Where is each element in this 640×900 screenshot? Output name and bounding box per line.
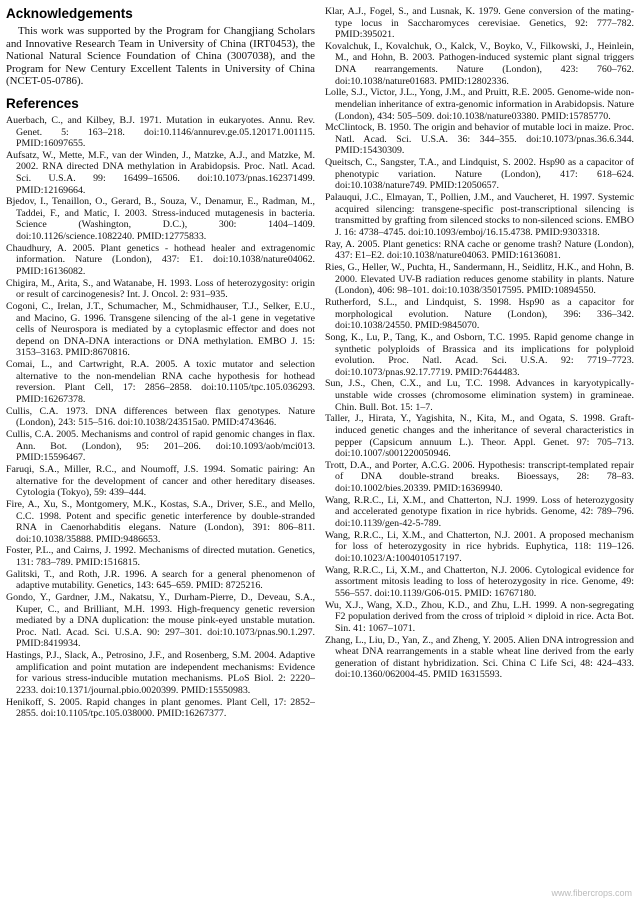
reference-entry: Lolle, S.J., Victor, J.L., Yong, J.M., and Pruitt, R.E. 2005. Genome-wide non-mendelian inheritance of extra-genomic information in Arabidopsis. Nature (London), 434: 505–509. doi:10.1038/nature03380. PMID:15785770. [325, 87, 634, 122]
right-column [325, 6, 634, 900]
reference-entry: Zhang, L., Liu, D., Yan, Z., and Zheng, Y. 2005. Alien DNA introgression and wheat DNA rearrangements in a stable wheat line derived from the early generation of distant hybridization. Sci. China C Life Sci, 48: 424–433. doi:10.1360/062004-45. PMID 16315593. [325, 634, 634, 681]
reference-entry: Galitski, T., and Roth, J.R. 1996. A search for a general phenomenon of adaptive mutability. Genetics, 143: 645–659. PMID: 8725216. [6, 568, 315, 592]
reference-entry: Song, K., Lu, P., Tang, K., and Osborn, T.C. 1995. Rapid genome change in synthetic polyploids of Brassica and its implications for polyploid evolution. Proc. Natl. Acad. Sci. U.S.A. 92: 7719–7723. doi:10.1073/pnas.92.17.7719. PMID:7644483. [325, 331, 634, 378]
reference-entry: Wang, R.R.C., Li, X.M., and Chatterton, N.J. 2006. Cytological evidence for assortment mitosis leading to loss of heterozygosity in rice. Genome, 49: 556–557. doi:10.1139/G06-015. PMID: 16767180. [325, 564, 634, 599]
reference-entry: Wang, R.R.C., Li, X.M., and Chatterton, N.J. 2001. A proposed mechanism for loss of heterozygosity in rice hybrids. Euphytica, 118: 119–126. doi:10.1023/A:1004010517197. [325, 529, 634, 564]
reference-entry: Henikoff, S. 2005. Rapid changes in plant genomes. Plant Cell, 17: 2852–2855. doi:10.1105/tpc.105.038000. PMID:16267377. [6, 696, 315, 720]
reference-entry: Rutherford, S.L., and Lindquist, S. 1998. Hsp90 as a capacitor for morphological evolution. Nature (London), 396: 336–342. doi:10.1038/24550. PMID:9845070. [325, 297, 634, 332]
acknowledgements-text: This work was supported by the Program for Changjiang Scholars and Innovative Research Team in University of China (IRT0453), the National Natural Science Foundation of China (3007038), and the Program for New Century Excellent Talents in University of China (NCET-05-0786). [6, 25, 315, 88]
reference-entry: Foster, P.L., and Cairns, J. 1992. Mechanisms of directed mutation. Genetics, 131: 783–789. PMID:1516815. [6, 545, 315, 569]
reference-entry: Sun, J.S., Chen, C.X., and Lu, T.C. 1998. Advances in karyotypically-unstable wide crosses (chromosome elimination system) in gramineae. Chin. Bull. Bot. 15: 1–7. [325, 378, 634, 413]
reference-entry: Chaudhury, A. 2005. Plant genetics - hothead healer and extragenomic information. Nature (London), 437: E1. doi:10.1038/nature04062. PMID:16136082. [6, 242, 315, 277]
reference-entry: Fire, A., Xu, S., Montgomery, M.K., Kostas, S.A., Driver, S.E., and Mello, C.C. 1998. Potent and specific genetic interference by double-stranded RNA in Caenorhabditis elegans. Nature (London), 391: 806–811. doi:10.1038/35888. PMID:9486653. [6, 498, 315, 545]
acknowledgements-heading: Acknowledgements [6, 6, 133, 21]
reference-entry: Wu, X.J., Wang, X.D., Zhou, K.D., and Zhu, L.H. 1999. A non-segregating F2 population derived from the cross of triploid × diploid in rice. Acta Bot. Sin. 41: 1067–1071. [325, 599, 634, 634]
reference-entry: Gondo, Y., Gardner, J.M., Nakatsu, Y., Durham-Pierre, D., Deveau, S.A., Kuper, C., and Brilliant, M.H. 1993. High-frequency genetic reversion mediated by a DNA duplication: the mouse pink-eyed unstable mutation. Proc. Natl. Acad. Sci. U.S.A. 90: 297–301. doi:10.1073/pnas.90.1.297. PMID:8419934. [6, 592, 315, 650]
reference-entry: Taller, J., Hirata, Y., Yagishita, N., Kita, M., and Ogata, S. 1998. Graft-induced genetic changes and the inheritance of several characteristics in pepper (Capsicum annuum L.). Theor. Appl. Genet. 97: 705–713. doi:10.1007/s001220050946. [325, 413, 634, 460]
reference-entry: Bjedov, I., Tenaillon, O., Gerard, B., Souza, V., Denamur, E., Radman, M., Taddei, F., and Matic, I. 2003. Stress-induced mutagenesis in bacteria. Science (Washington, D.C.), 300: 1404–1409. doi:10.1126/science.1082240. PMID:12775833. [6, 196, 315, 243]
reference-entry: Kovalchuk, I., Kovalchuk, O., Kalck, V., Boyko, V., Filkowski, J., Heinlein, M., and Hohn, B. 2003. Pathogen-induced systemic plant signal triggers DNA rearrangements. Nature (London), 423: 760–762. doi:10.1038/nature01683. PMID:12802336. [325, 40, 634, 87]
reference-entry: Faruqi, S.A., Miller, R.C., and Noumoff, J.S. 1994. Somatic pairing: An alternative for the development of cancer and other hereditary diseases. Cytologia (Tokyo), 59: 439–444. [6, 464, 315, 499]
reference-entry: Wang, R.R.C., Li, X.M., and Chatterton, N.J. 1999. Loss of heterozygosity and accelerated genotype fixation in rice hybrids. Genome, 42: 789–796. doi:10.1139/gen-42-5-789. [325, 494, 634, 529]
left-column [6, 6, 315, 900]
reference-entry: Trott, D.A., and Porter, A.C.G. 2006. Hypothesis: transcript-templated repair of DNA double-strand breaks. Bioessays, 28: 78–83. doi:10.1002/bies.20339. PMID:16369940. [325, 459, 634, 494]
reference-entry: Aufsatz, W., Mette, M.F., van der Winden, J., Matzke, A.J., and Matzke, M. 2002. RNA directed DNA methylation in Arabidopsis. Proc. Natl. Acad. Sci. U.S.A. 99: 16499–16506. doi:10.1073/pnas.162371499. PMID:12169664. [6, 149, 315, 196]
reference-entry: Klar, A.J., Fogel, S., and Lusnak, K. 1979. Gene conversion of the mating-type locus in Saccharomyces cerevisiae. Genetics, 92: 777–782. PMID:395021. [325, 6, 634, 41]
reference-entry: McClintock, B. 1950. The origin and behavior of mutable loci in maize. Proc. Natl. Acad. Sci. U.S.A. 36: 344–355. doi:10.1073/pnas.36.6.344. PMID:15430309. [325, 122, 634, 157]
reference-entry: Ray, A. 2005. Plant genetics: RNA cache or genome trash? Nature (London), 437: E1–E2. doi:10.1038/nature04063. PMID:16136081. [325, 238, 634, 262]
reference-entry: Cogoni, C., Irelan, J.T., Schumacher, M., Schmidhauser, T.J., Selker, E.U., and Macino, G. 1996. Transgene silencing of the al-1 gene in vegetative cells of Neurospora is mediated by a cytoplasmic effector and does not depend on DNA-DNA interactions or DNA methylation. EMBO J. 15: 3153–3163. PMID:8670816. [6, 301, 315, 359]
watermark: www.fibercrops.com [551, 888, 632, 898]
reference-entry: Comai, L., and Cartwright, R.A. 2005. A toxic mutator and selection alternative to the non-mendelian RNA cache hypothesis for hothead reversion. Plant Cell, 17: 2856–2858. doi:10.1105/tpc.105.036293. PMID:16267378. [6, 359, 315, 405]
references-heading: References [6, 95, 79, 111]
reference-entry: Queitsch, C., Sangster, T.A., and Lindquist, S. 2002. Hsp90 as a capacitor of phenotypic variation. Nature (London), 417: 618–624. doi:10.1038/nature749. PMID:12050657. [325, 157, 634, 192]
references-list-left [6, 115, 315, 720]
reference-entry: Cullis, C.A. 2005. Mechanisms and control of rapid genomic changes in flax. Ann. Bot. (London), 95: 201–206. doi:10.1093/aob/mci013. PMID:15596467. [6, 429, 315, 464]
reference-entry: Chigira, M., Arita, S., and Watanabe, H. 1993. Loss of heterozygosity: origin or result of carcinogenesis? Int. J. Oncol. 2: 931–935. [6, 277, 315, 301]
reference-entry: Palauqui, J.C., Elmayan, T., Pollien, J.M., and Vaucheret, H. 1997. Systemic acquired silencing: transgene-specific post-transcriptional silencing is transmitted by grafting from silenced stocks to non-silenced scions. EMBO J. 16: 4738–4745. doi:10.1093/emboj/16.15.4738. PMID:9303318. [325, 192, 634, 238]
references-list-right [325, 6, 634, 681]
reference-entry: Hastings, P.J., Slack, A., Petrosino, J.F., and Rosenberg, S.M. 2004. Adaptive amplification and point mutation are independent mechanisms: Evidence for various stress-inducible mutation mechanisms. PLoS Biol. 2: 2220–2233. doi:10.1371/journal.pbio.0020399. PMID:15550983. [6, 650, 315, 696]
reference-entry: Auerbach, C., and Kilbey, B.J. 1971. Mutation in eukaryotes. Annu. Rev. Genet. 5: 163–218. doi:10.1146/annurev.ge.05.120171.001115. PMID:16097655. [6, 114, 315, 150]
reference-entry: Cullis, C.A. 1973. DNA differences between flax genotypes. Nature (London), 243: 515–516. doi:10.1038/243515a0. PMID:4743646. [6, 405, 315, 429]
reference-entry: Ries, G., Heller, W., Puchta, H., Sandermann, H., Seidlitz, H.K., and Hohn, B. 2000. Elevated UV-B radiation reduces genome stability in plants. Nature (London), 406: 98–101. doi:10.1038/35017595. PMID:10894550. [325, 262, 634, 297]
